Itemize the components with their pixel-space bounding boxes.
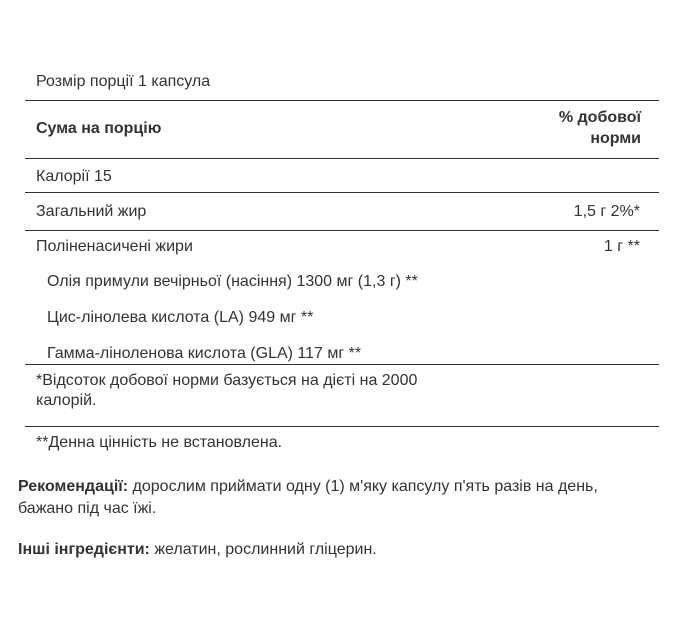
sub-item-gamma-linolenic-acid: Гамма-ліноленова кислота (GLA) 117 мг ** [47, 345, 362, 362]
other-ingredients-text: желатин, рослинний гліцерин. [149, 541, 377, 558]
polyunsaturated-fat-value: 1 г ** [603, 238, 640, 255]
total-fat-row [25, 193, 659, 231]
polyunsaturated-fat-row [25, 231, 659, 365]
footnote-daily-value: *Відсоток добової норми базується на дієті на 2000 калорій. [36, 372, 418, 409]
recommendations-text: дорослим приймати одну (1) м'яку капсулу п'ять разів на день, бажано під час їжі. [18, 478, 598, 517]
calories-row [25, 159, 659, 193]
daily-value-heading-line1: % добової [558, 109, 641, 126]
daily-value-heading-line2: норми [590, 130, 641, 147]
amount-per-serving-heading: Сума на порцію [36, 120, 162, 137]
daily-value-heading [559, 107, 641, 149]
other-ingredients-paragraph [18, 539, 638, 561]
serving-size: Розмір порції 1 капсула [36, 73, 211, 90]
serving-size-row [25, 62, 659, 101]
total-fat-label: Загальний жир [36, 203, 147, 220]
footnote-daily-value-row [25, 365, 659, 427]
total-fat-value: 1,5 г 2%* [573, 203, 640, 220]
supplement-facts-panel [25, 62, 659, 463]
recommendations-paragraph [18, 476, 638, 520]
calories: Калорії 15 [36, 168, 112, 185]
footnote-not-established-row [25, 427, 659, 463]
other-ingredients-label: Інші інгредієнти: [18, 541, 150, 558]
sub-item-linoleic-acid: Цис-лінолева кислота (LA) 949 мг ** [47, 309, 314, 326]
table-header-row [25, 101, 659, 159]
footnote-not-established: **Денна цінність не встановлена. [36, 434, 283, 451]
recommendations-label: Рекомендації: [18, 478, 129, 495]
sub-item-evening-primrose-oil: Олія примули вечірньої (насіння) 1300 мг (1,3 г) ** [47, 273, 418, 290]
polyunsaturated-fat-label: Поліненасичені жири [36, 238, 193, 255]
